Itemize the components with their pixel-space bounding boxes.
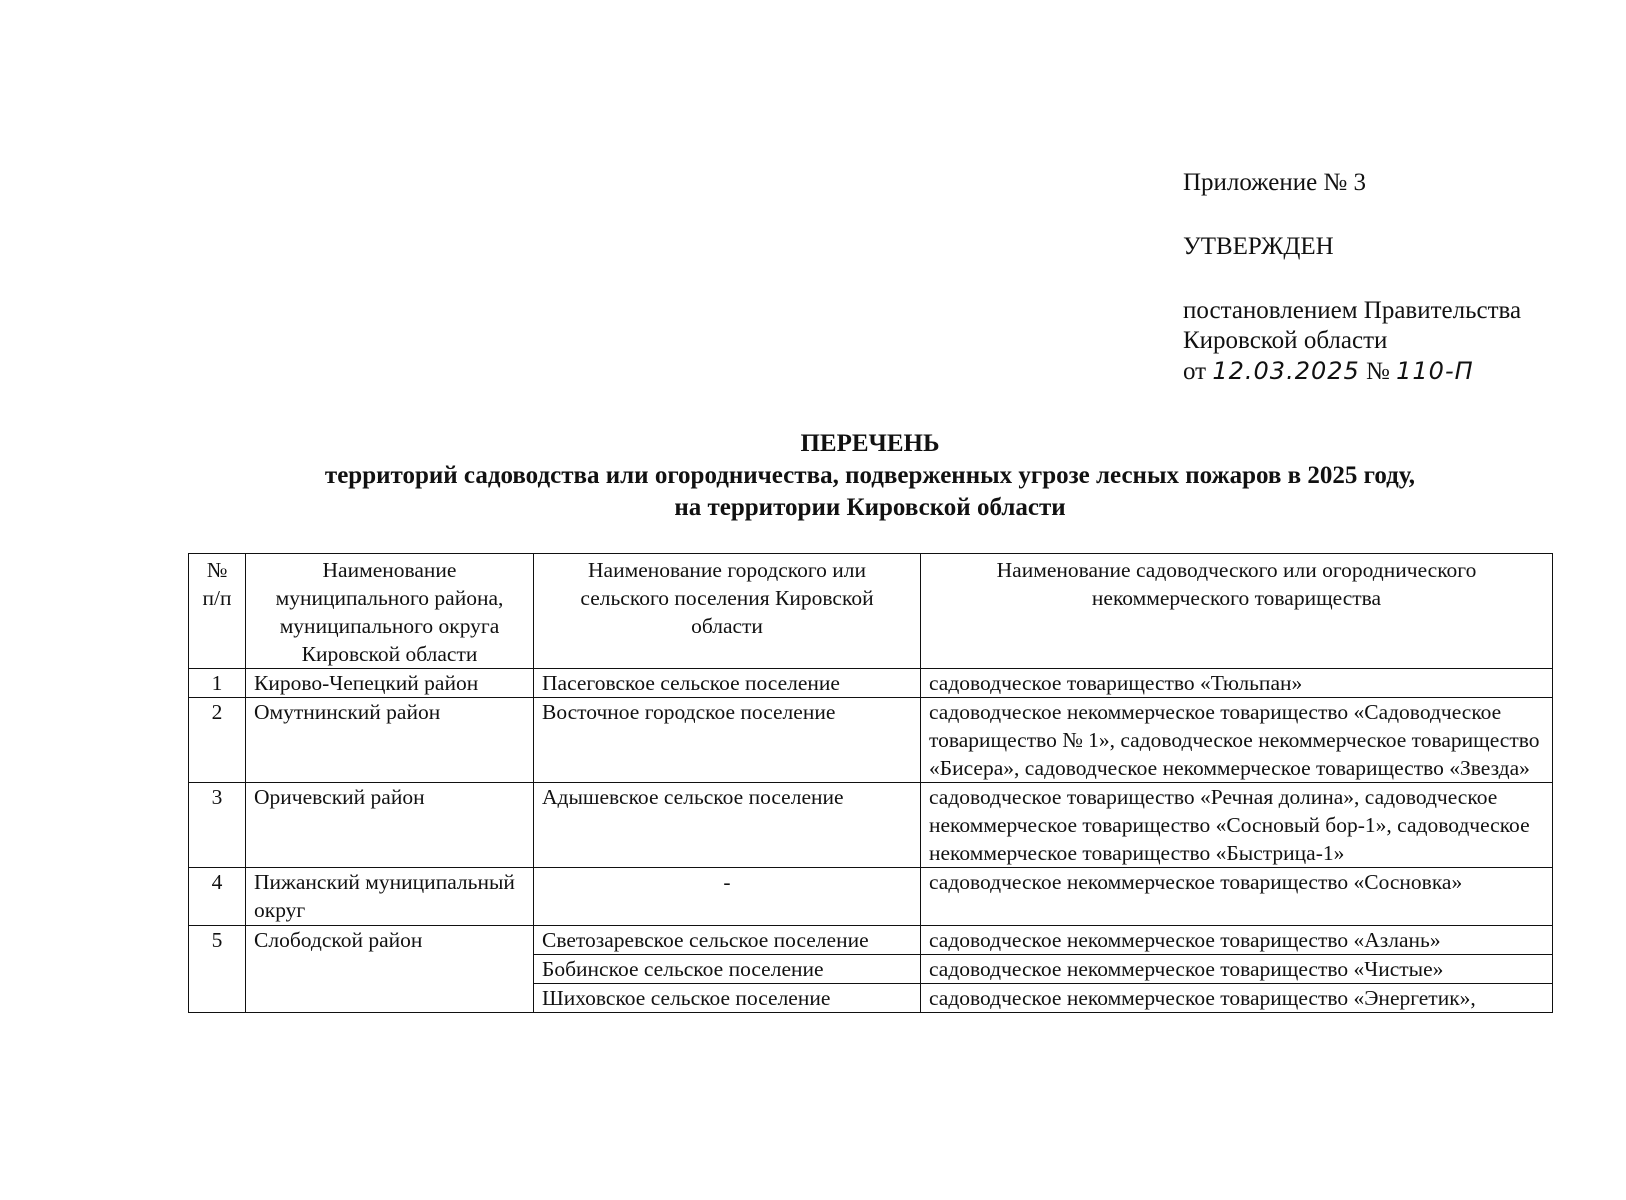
- number-prefix: №: [1366, 358, 1390, 385]
- row-district: Кирово-Чепецкий район: [246, 669, 534, 698]
- row-settlement: Восточное городское поселение: [534, 698, 921, 783]
- row-number: 5: [189, 926, 246, 1013]
- handwritten-date: 12.03.2025: [1212, 357, 1360, 385]
- row-partnership: садоводческое некоммерческое товарищество «Садоводческое товарищество № 1», садоводческое некоммерческое товарищество «Бисера», садоводческое некоммерческое товарищество «Звезда»: [921, 698, 1553, 783]
- decree-date-line: [1183, 356, 1521, 387]
- decree-line-1: постановлением Правительства: [1183, 297, 1522, 324]
- table-row: [189, 868, 1553, 926]
- title-line-2: на территории Кировской области: [674, 494, 1066, 521]
- table-row: [189, 783, 1553, 868]
- row-number: 2: [189, 698, 246, 783]
- row-district: Оричевский район: [246, 783, 534, 868]
- header-district: Наименование муниципального района, муниципального округа Кировской области: [246, 554, 534, 669]
- title-line-1: территорий садоводства или огородничества, подверженных угрозе лесных пожаров в 2025 году,: [324, 462, 1416, 489]
- handwritten-number: 110-П: [1396, 357, 1474, 385]
- row-number: 3: [189, 783, 246, 868]
- approved-label: УТВЕРЖДЕН: [1183, 233, 1334, 260]
- row-district: Слободской район: [246, 926, 534, 1013]
- row-district: Омутнинский район: [246, 698, 534, 783]
- row-partnership: садоводческое товарищество «Речная долина», садоводческое некоммерческое товарищество «Сосновый бор-1», садоводческое некоммерческое товарищество «Быстрица-1»: [921, 783, 1553, 868]
- row-number: 4: [189, 868, 246, 926]
- row-partnership: садоводческое некоммерческое товарищество «Энергетик»,: [921, 984, 1553, 1013]
- header-partnership: Наименование садоводческого или огороднического некоммерческого товарищества: [921, 554, 1553, 669]
- row-settlement: Адышевское сельское поселение: [534, 783, 921, 868]
- row-settlement: Пасеговское сельское поселение: [534, 669, 921, 698]
- header-number: № п/п: [189, 554, 246, 669]
- row-settlement: Шиховское сельское поселение: [534, 984, 921, 1013]
- row-partnership: садоводческое товарищество «Тюльпан»: [921, 669, 1553, 698]
- row-number: 1: [189, 669, 246, 698]
- title-heading: ПЕРЕЧЕНЬ: [800, 430, 940, 457]
- territories-table: [188, 553, 1553, 1013]
- row-settlement: Светозаревское сельское поселение: [534, 926, 921, 955]
- table-row: [189, 698, 1553, 783]
- header-settlement: Наименование городского или сельского поселения Кировской области: [534, 554, 921, 669]
- document-title: [0, 428, 1626, 524]
- approval-block: [1183, 168, 1521, 387]
- table-row: [189, 669, 1553, 698]
- date-prefix: от: [1183, 358, 1207, 385]
- row-partnership: садоводческое некоммерческое товарищество «Азлань»: [921, 926, 1553, 955]
- decree-line-2: Кировской области: [1183, 327, 1388, 354]
- row-partnership: садоводческое некоммерческое товарищество «Сосновка»: [921, 868, 1553, 926]
- row-settlement: -: [534, 868, 921, 926]
- table-header-row: [189, 554, 1553, 669]
- row-district: Пижанский муниципальный округ: [246, 868, 534, 926]
- row-settlement: Бобинское сельское поселение: [534, 955, 921, 984]
- table-row: [189, 926, 1553, 955]
- row-partnership: садоводческое некоммерческое товарищество «Чистые»: [921, 955, 1553, 984]
- appendix-label: Приложение № 3: [1183, 169, 1367, 196]
